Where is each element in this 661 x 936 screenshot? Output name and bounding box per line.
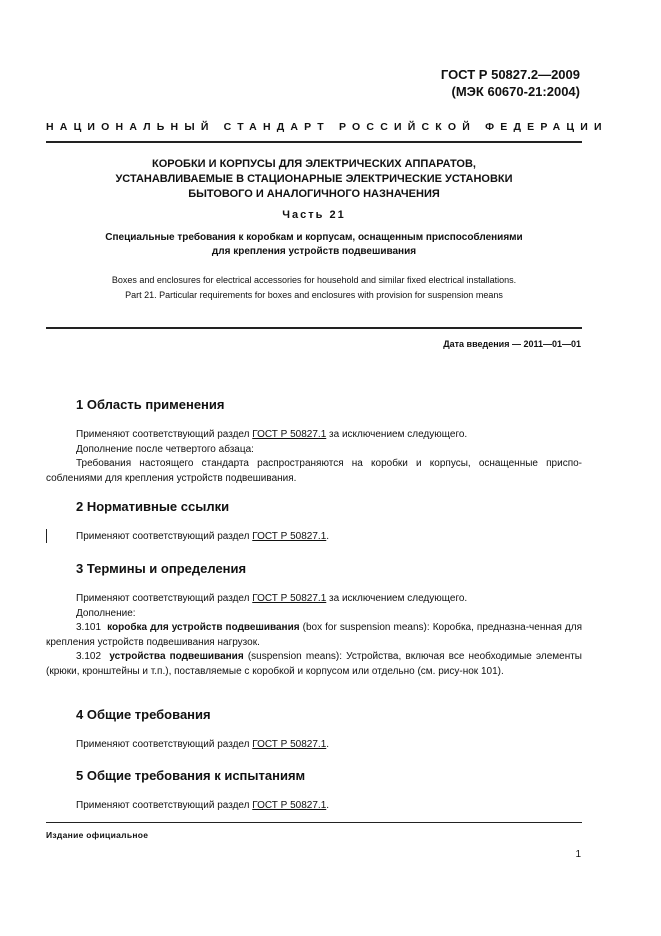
footer-rule	[46, 822, 582, 823]
paragraph-text: .	[326, 531, 330, 542]
paragraph-text: Применяют соответствующий раздел	[76, 429, 253, 440]
paragraph-text: .	[326, 800, 330, 811]
section-1-paragraph: Дополнение после четвертого абзаца:	[76, 443, 254, 455]
section-1-paragraph: Требования настоящего стандарта распространяются на коробки и корпусы, оснащенные приспо-соблениями для крепления устройств подвешивания.	[46, 458, 582, 484]
subtitle-line: Специальные требования к коробкам и корпусам, оснащенным приспособлениями	[105, 232, 523, 243]
page-number: 1	[575, 849, 581, 860]
section-heading-1: 1 Область применения	[76, 397, 225, 412]
header-rule	[46, 141, 582, 143]
national-standard-label: НАЦИОНАЛЬНЫЙ СТАНДАРТ РОССИЙСКОЙ ФЕДЕРАЦИИ	[46, 121, 608, 133]
title-line: БЫТОВОГО И АНАЛОГИЧНОГО НАЗНАЧЕНИЯ	[188, 188, 440, 200]
standard-number: ГОСТ Р 50827.2—2009	[440, 67, 580, 82]
english-title-line: Part 21. Particular requirements for boxes and enclosures with provision for suspension means	[125, 289, 503, 300]
section-3-paragraph: Дополнение:	[76, 607, 136, 619]
introduction-date: Дата введения — 2011—01—01	[443, 339, 581, 349]
paragraph-text: Применяют соответствующий раздел	[76, 593, 253, 604]
iec-reference: (МЭК 60670-21:2004)	[451, 84, 580, 99]
document-subtitle	[46, 231, 582, 259]
paragraph-text: Применяют соответствующий раздел	[76, 800, 253, 811]
gost-reference-link[interactable]: ГОСТ Р 50827.1	[252, 429, 327, 440]
gost-reference-link[interactable]: ГОСТ Р 50827.1	[252, 593, 327, 604]
term-name: коробка для устройств подвешивания	[107, 622, 300, 633]
official-edition-label: Издание официальное	[46, 830, 149, 840]
term-3-101	[46, 621, 582, 650]
paragraph-text: Применяют соответствующий раздел	[76, 739, 253, 750]
english-title	[46, 273, 582, 302]
paragraph-text: за исключением следующего.	[326, 593, 468, 604]
term-number: 3.102	[76, 651, 102, 662]
section-heading-5: 5 Общие требования к испытаниям	[76, 768, 306, 783]
part-label: Часть 21	[282, 209, 346, 221]
gost-reference-link[interactable]: ГОСТ Р 50827.1	[252, 800, 327, 811]
term-definition: (suspension means): Устройства, включая все необходимые элементы (крюки, кронштейны и т.п.), поставляемые с коробкой и корпусом или отдельно (см. рису-нок 101).	[46, 651, 582, 677]
title-line: КОРОБКИ И КОРПУСЫ ДЛЯ ЭЛЕКТРИЧЕСКИХ АППАРАТОВ,	[152, 158, 476, 170]
section-heading-4: 4 Общие требования	[76, 707, 211, 722]
term-definition: (box for suspension means): Коробка, предназна-ченная для крепления устройств подвешивания нагрузок.	[46, 622, 582, 648]
section-3-paragraph	[46, 592, 582, 607]
section-2-paragraph	[46, 530, 582, 545]
title-rule	[46, 327, 582, 329]
subtitle-line: для крепления устройств подвешивания	[211, 246, 417, 257]
term-name: устройства подвешивания	[109, 651, 244, 662]
english-title-line: Boxes and enclosures for electrical accessories for household and similar fixed electrical installations.	[111, 275, 517, 285]
section-1-paragraph	[46, 428, 582, 443]
paragraph-text: за исключением следующего.	[326, 429, 468, 440]
term-3-102	[46, 650, 582, 679]
standard-number-block	[441, 66, 580, 100]
title-line: УСТАНАВЛИВАЕМЫЕ В СТАЦИОНАРНЫЕ ЭЛЕКТРИЧЕСКИЕ УСТАНОВКИ	[115, 173, 513, 185]
section-5-paragraph	[46, 799, 582, 814]
gost-reference-link[interactable]: ГОСТ Р 50827.1	[252, 739, 327, 750]
paragraph-text: Применяют соответствующий раздел	[76, 531, 253, 542]
document-title	[46, 157, 582, 202]
term-number: 3.101	[76, 622, 102, 633]
gost-reference-link[interactable]: ГОСТ Р 50827.1	[252, 531, 327, 542]
paragraph-text: .	[326, 739, 330, 750]
section-heading-2: 2 Нормативные ссылки	[76, 499, 230, 514]
section-4-paragraph	[46, 738, 582, 753]
section-heading-3: 3 Термины и определения	[76, 561, 247, 576]
